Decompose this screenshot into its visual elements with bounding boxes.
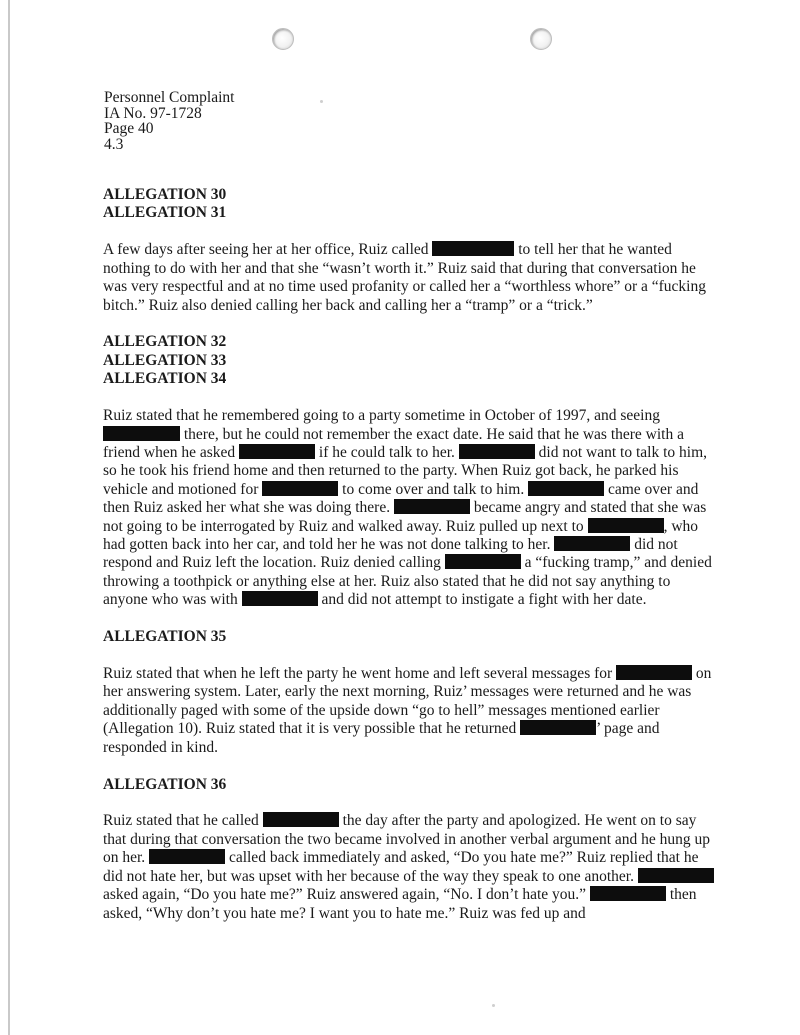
redaction-block bbox=[588, 518, 664, 533]
text-run: Ruiz stated that when he left the party he went home and left several messages for bbox=[103, 665, 613, 683]
redaction-block bbox=[520, 720, 596, 735]
redaction-block bbox=[239, 444, 315, 459]
header-page-number: Page 40 bbox=[104, 120, 154, 137]
allegation-heading: ALLEGATION 34 bbox=[103, 370, 227, 388]
text-run: did not want to talk to him, so he took his friend home and then returned to the party. When Ruiz got back, he parked his vehicle and motioned for bbox=[103, 443, 708, 498]
paragraph-allegation-35 bbox=[103, 665, 715, 757]
text-run: if he could talk to her. bbox=[318, 443, 455, 461]
redaction-block bbox=[445, 554, 521, 569]
allegation-heading: ALLEGATION 32 bbox=[103, 333, 227, 351]
allegation-heading-group-30-31 bbox=[103, 186, 715, 223]
text-run: called back immediately and asked, “Do you hate me?” Ruiz replied that he did not hate her, but was upset with her because of the way they speak to one another. bbox=[103, 849, 699, 885]
text-run: became angry and stated that she was not going to be interrogated by Ruiz and walked away. Ruiz pulled up next to bbox=[103, 499, 707, 535]
text-run: on her answering system. Later, early the next morning, Ruiz’ messages were returned and he was additionally paged with some of the upside down “go to hell” messages mentioned earlier (Allegation 10). Ruiz stated that it is very possible that he returned bbox=[103, 665, 712, 738]
header-section-number: 4.3 bbox=[104, 135, 124, 153]
paragraph-allegation-32-34 bbox=[103, 407, 715, 609]
document-body bbox=[103, 186, 715, 941]
text-run: the day after the party and apologized. He went on to say that during that conversation the two became involved in another verbal argument and he hung up on her. bbox=[103, 812, 711, 867]
redaction-block bbox=[616, 665, 692, 680]
header-ia-number: IA No. 97-1728 bbox=[104, 104, 202, 122]
allegation-heading-group-36 bbox=[103, 776, 715, 794]
redaction-block bbox=[263, 812, 339, 827]
punch-hole-left bbox=[272, 28, 294, 50]
text-run: to tell her that he wanted nothing to do with her and that she “wasn’t worth it.” Ruiz said that during that conversation he was very respectful and at no time used profanity or called her a “worthless whore” or a “fucking bitch.” Ruiz also denied calling her back and calling her a “tramp” or a “trick.” bbox=[103, 241, 706, 314]
scan-speck bbox=[320, 100, 323, 103]
text-run: asked again, “Do you hate me?” Ruiz answered again, “No. I don’t hate you.” bbox=[103, 886, 587, 904]
redaction-block bbox=[103, 426, 180, 441]
allegation-heading-group-32-34 bbox=[103, 333, 715, 388]
allegation-heading: ALLEGATION 33 bbox=[103, 351, 227, 369]
text-run: a “fucking tramp,” and denied throwing a toothpick or anything else at her. Ruiz also stated that he did not say anything to anyone who was with bbox=[103, 554, 712, 609]
redaction-block bbox=[528, 481, 604, 496]
allegation-heading-group-35 bbox=[103, 628, 715, 646]
text-run: came over and then Ruiz asked her what she was doing there. bbox=[103, 480, 699, 517]
text-run: did not respond and Ruiz left the location. Ruiz denied calling bbox=[103, 536, 678, 572]
allegation-heading: ALLEGATION 35 bbox=[103, 628, 227, 646]
paragraph-allegation-36 bbox=[103, 812, 715, 922]
redaction-block bbox=[638, 868, 714, 883]
text-run: Ruiz stated that he called bbox=[103, 812, 259, 830]
redaction-block bbox=[590, 886, 666, 901]
allegation-heading: ALLEGATION 31 bbox=[103, 204, 227, 222]
text-run: A few days after seeing her at her office, Ruiz called bbox=[103, 241, 429, 259]
redaction-block bbox=[262, 481, 338, 496]
text-run: ’ page and responded in kind. bbox=[103, 720, 660, 756]
scan-margin-line bbox=[8, 0, 10, 1035]
header-title: Personnel Complaint bbox=[104, 89, 235, 106]
text-run: there, but he could not remember the exact date. He said that he was there with a friend when he asked bbox=[103, 425, 684, 461]
allegation-heading: ALLEGATION 30 bbox=[103, 186, 227, 203]
text-run: to come over and talk to him. bbox=[342, 480, 525, 498]
redaction-block bbox=[242, 591, 318, 606]
redaction-block bbox=[394, 499, 470, 514]
text-run: then asked, “Why don’t you hate me? I want you to hate me.” Ruiz was fed up and bbox=[103, 886, 697, 922]
redaction-block bbox=[554, 536, 630, 551]
scan-speck bbox=[492, 1004, 495, 1007]
redaction-block bbox=[149, 849, 225, 864]
text-run: Ruiz stated that he remembered going to a party sometime in October of 1997, and seeing bbox=[103, 407, 660, 425]
document-header bbox=[104, 90, 234, 152]
redaction-block bbox=[459, 444, 535, 459]
redaction-block bbox=[432, 241, 514, 256]
punch-hole-right bbox=[530, 28, 552, 50]
text-run: and did not attempt to instigate a fight with her date. bbox=[321, 591, 647, 609]
paragraph-allegation-30-31 bbox=[103, 241, 715, 315]
allegation-heading: ALLEGATION 36 bbox=[103, 775, 227, 793]
text-run: , who had gotten back into her car, and told her he was not done talking to her. bbox=[103, 517, 699, 553]
